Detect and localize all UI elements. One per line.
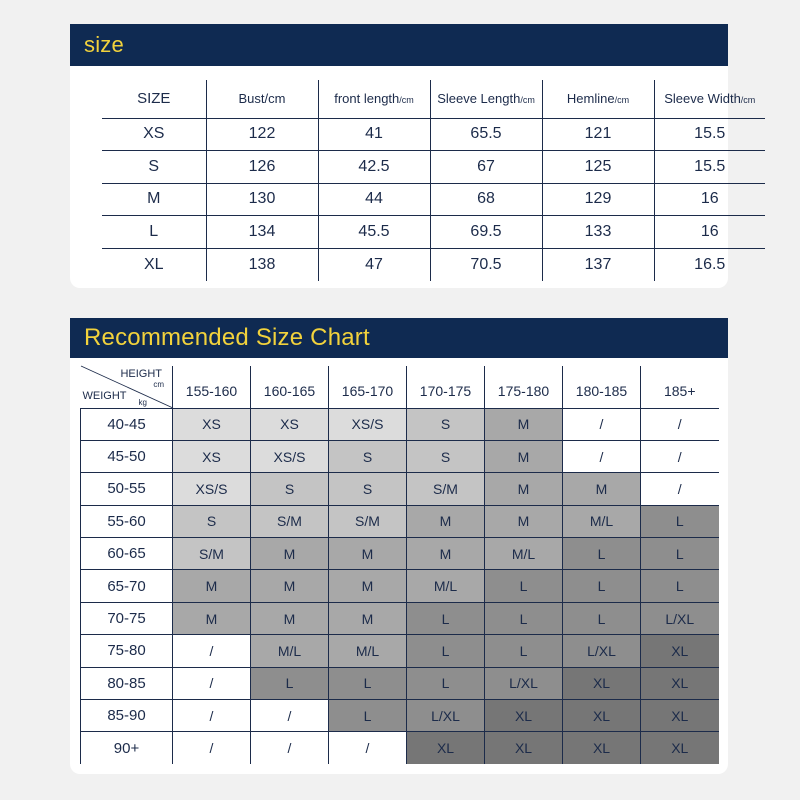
recommended-size-cell: / <box>173 635 251 667</box>
size-table-header-row <box>102 80 765 118</box>
weight-row <box>81 667 719 699</box>
recommended-size-cell: M <box>329 570 407 602</box>
recommended-size-table <box>80 366 719 764</box>
recommended-size-cell: L <box>563 602 641 634</box>
measurement-cell: 137 <box>542 248 654 281</box>
measurement-cell: 125 <box>542 151 654 184</box>
recommended-size-cell: XL <box>563 667 641 699</box>
weight-range-cell: 75-80 <box>81 635 173 667</box>
weight-range-cell: 40-45 <box>81 408 173 440</box>
recommended-size-cell: / <box>563 408 641 440</box>
recommended-size-cell: S <box>173 505 251 537</box>
recommended-size-cell: / <box>329 732 407 764</box>
weight-range-cell: 90+ <box>81 732 173 764</box>
recommended-size-cell: XL <box>641 732 719 764</box>
recommended-size-cell: XL <box>641 667 719 699</box>
recommended-size-cell: S <box>329 440 407 472</box>
measurement-cell: 69.5 <box>430 216 542 249</box>
size-table-row <box>102 216 765 249</box>
weight-row <box>81 505 719 537</box>
recommended-size-cell: L/XL <box>641 602 719 634</box>
recommended-size-cell: M <box>485 408 563 440</box>
recommended-size-cell: / <box>173 732 251 764</box>
recommended-size-cell: M <box>485 473 563 505</box>
recommended-size-cell: XS/S <box>173 473 251 505</box>
recommended-size-cell: M <box>563 473 641 505</box>
height-label: HEIGHT <box>120 368 162 380</box>
sleeve-width-column-header: Sleeve Width/cm <box>654 80 765 118</box>
recommended-size-cell: S/M <box>407 473 485 505</box>
weight-range-cell: 55-60 <box>81 505 173 537</box>
size-table-row <box>102 183 765 216</box>
measurement-cell: 15.5 <box>654 118 765 151</box>
size-label-cell: XS <box>143 125 165 143</box>
recommended-size-cell: XS <box>251 408 329 440</box>
recommended-size-cell: M <box>407 505 485 537</box>
recommended-size-cell: L <box>251 667 329 699</box>
size-label-cell: L <box>102 216 206 249</box>
measurement-cell: 44 <box>318 183 430 216</box>
recommended-size-cell: M <box>251 570 329 602</box>
recommended-size-cell: M <box>329 602 407 634</box>
recommended-size-cell: M/L <box>407 570 485 602</box>
recommended-size-cell: L <box>329 700 407 732</box>
measurement-cell: 42.5 <box>318 151 430 184</box>
recommended-size-cell: XL <box>407 732 485 764</box>
measurement-cell: 68 <box>430 183 542 216</box>
measurement-cell: 122 <box>206 118 318 151</box>
recommended-size-cell: L <box>329 667 407 699</box>
recommended-size-cell: / <box>251 732 329 764</box>
measurement-cell: 130 <box>206 183 318 216</box>
weight-range-cell: 60-65 <box>81 538 173 570</box>
size-label-cell: XL <box>102 248 206 281</box>
recommended-size-cell: S <box>251 473 329 505</box>
recommended-size-cell: XL <box>485 732 563 764</box>
recommended-size-cell: XS <box>173 440 251 472</box>
measurement-cell: 126 <box>206 151 318 184</box>
recommended-size-cell: M <box>173 570 251 602</box>
size-table-row <box>102 151 765 184</box>
size-card-header <box>70 24 728 66</box>
recommended-size-cell: XL <box>563 700 641 732</box>
height-range-header: 180-185 <box>563 366 641 408</box>
recommended-size-cell: XS <box>173 408 251 440</box>
size-column-header: SIZE <box>102 80 206 118</box>
recommended-size-cell: L <box>563 538 641 570</box>
measurement-cell: 121 <box>542 118 654 151</box>
recommended-size-cell: L/XL <box>485 667 563 699</box>
recommended-size-cell: L <box>485 602 563 634</box>
weight-row <box>81 635 719 667</box>
recommended-size-cell: M <box>251 602 329 634</box>
recommended-size-cell: M/L <box>485 538 563 570</box>
weight-range-cell: 85-90 <box>81 700 173 732</box>
recommended-size-cell: XS/S <box>329 408 407 440</box>
recommended-size-cell: L <box>407 667 485 699</box>
weight-row <box>81 473 719 505</box>
recommended-size-cell: L <box>407 635 485 667</box>
recommended-size-cell: M <box>485 505 563 537</box>
corner-cell <box>81 366 173 408</box>
recommended-size-cell: / <box>563 440 641 472</box>
measurement-cell: 16 <box>654 216 765 249</box>
height-unit-label: cm <box>153 380 164 389</box>
recommended-size-cell: L/XL <box>563 635 641 667</box>
recommended-size-cell: / <box>173 700 251 732</box>
recommended-size-cell: S <box>407 440 485 472</box>
recommended-size-cell: M <box>251 538 329 570</box>
size-table <box>102 80 765 281</box>
measurement-cell: 133 <box>542 216 654 249</box>
recommended-size-card <box>70 318 728 774</box>
size-table-row <box>102 248 765 281</box>
recommended-size-cell: S <box>407 408 485 440</box>
measurement-cell: 138 <box>206 248 318 281</box>
size-card-title: size <box>84 32 124 57</box>
weight-range-cell: 65-70 <box>81 570 173 602</box>
measurement-cell: 67 <box>430 151 542 184</box>
recommended-size-cell: / <box>251 700 329 732</box>
height-range-header: 170-175 <box>407 366 485 408</box>
measurement-cell: 129 <box>542 183 654 216</box>
recommended-size-cell: L <box>485 570 563 602</box>
recommended-size-cell: S/M <box>251 505 329 537</box>
recommended-size-cell: M <box>173 602 251 634</box>
measurement-cell: 47 <box>318 248 430 281</box>
sleeve-length-column-header: Sleeve Length/cm <box>430 80 542 118</box>
recommended-size-cell: XL <box>563 732 641 764</box>
recommended-size-cell: / <box>641 473 719 505</box>
recommended-size-cell: M/L <box>251 635 329 667</box>
recommended-size-cell: S/M <box>329 505 407 537</box>
weight-label: WEIGHT <box>82 389 127 402</box>
recommended-size-cell: / <box>173 667 251 699</box>
recommended-size-cell: S/M <box>173 538 251 570</box>
recommended-size-cell: M/L <box>563 505 641 537</box>
size-card <box>70 24 756 288</box>
recommended-size-cell: L <box>407 602 485 634</box>
measurement-cell: 15.5 <box>654 151 765 184</box>
measurement-cell: 134 <box>206 216 318 249</box>
recommended-size-cell: XL <box>641 635 719 667</box>
height-range-header: 185+ <box>641 366 719 408</box>
recommended-size-cell: L <box>563 570 641 602</box>
hemline-column-header: Hemline/cm <box>542 80 654 118</box>
recommended-size-cell: M <box>407 538 485 570</box>
weight-row <box>81 602 719 634</box>
recommended-size-cell: L <box>641 538 719 570</box>
measurement-cell: 65.5 <box>430 118 542 151</box>
measurement-cell: 45.5 <box>318 216 430 249</box>
height-range-header: 155-160 <box>173 366 251 408</box>
weight-row <box>81 538 719 570</box>
recommended-size-cell: M <box>329 538 407 570</box>
size-table-row <box>102 118 765 151</box>
weight-row <box>81 408 719 440</box>
recommended-size-cell: M <box>485 440 563 472</box>
bust-column-header: Bust/cm <box>206 80 318 118</box>
recommended-size-cell: M/L <box>329 635 407 667</box>
weight-range-cell: 80-85 <box>81 667 173 699</box>
weight-range-cell: 45-50 <box>81 440 173 472</box>
weight-row <box>81 700 719 732</box>
recommended-card-title: Recommended Size Chart <box>84 324 370 351</box>
height-range-header: 165-170 <box>329 366 407 408</box>
recommended-size-cell: L <box>641 570 719 602</box>
recommended-size-cell: / <box>641 408 719 440</box>
height-range-header: 160-165 <box>251 366 329 408</box>
front-length-column-header: front length/cm <box>318 80 430 118</box>
measurement-cell: 16.5 <box>654 248 765 281</box>
recommended-size-cell: XS/S <box>251 440 329 472</box>
recommended-size-cell: XL <box>485 700 563 732</box>
recommended-size-cell: L <box>485 635 563 667</box>
weight-row <box>81 570 719 602</box>
size-label-cell: M <box>102 183 206 216</box>
recommended-size-cell: L <box>641 505 719 537</box>
recommended-card-header <box>70 318 728 358</box>
measurement-cell: 16 <box>654 183 765 216</box>
recommended-size-cell: / <box>641 440 719 472</box>
size-label-cell: S <box>102 151 206 184</box>
recommended-size-cell: XL <box>641 700 719 732</box>
weight-row <box>81 732 719 764</box>
recommended-size-cell: S <box>329 473 407 505</box>
weight-range-cell: 50-55 <box>81 473 173 505</box>
weight-row <box>81 440 719 472</box>
height-header-row <box>81 366 719 408</box>
weight-range-cell: 70-75 <box>81 602 173 634</box>
height-range-header: 175-180 <box>485 366 563 408</box>
measurement-cell: 41 <box>318 118 430 151</box>
recommended-size-cell: L/XL <box>407 700 485 732</box>
measurement-cell: 70.5 <box>430 248 542 281</box>
weight-unit-label: kg <box>138 397 147 407</box>
